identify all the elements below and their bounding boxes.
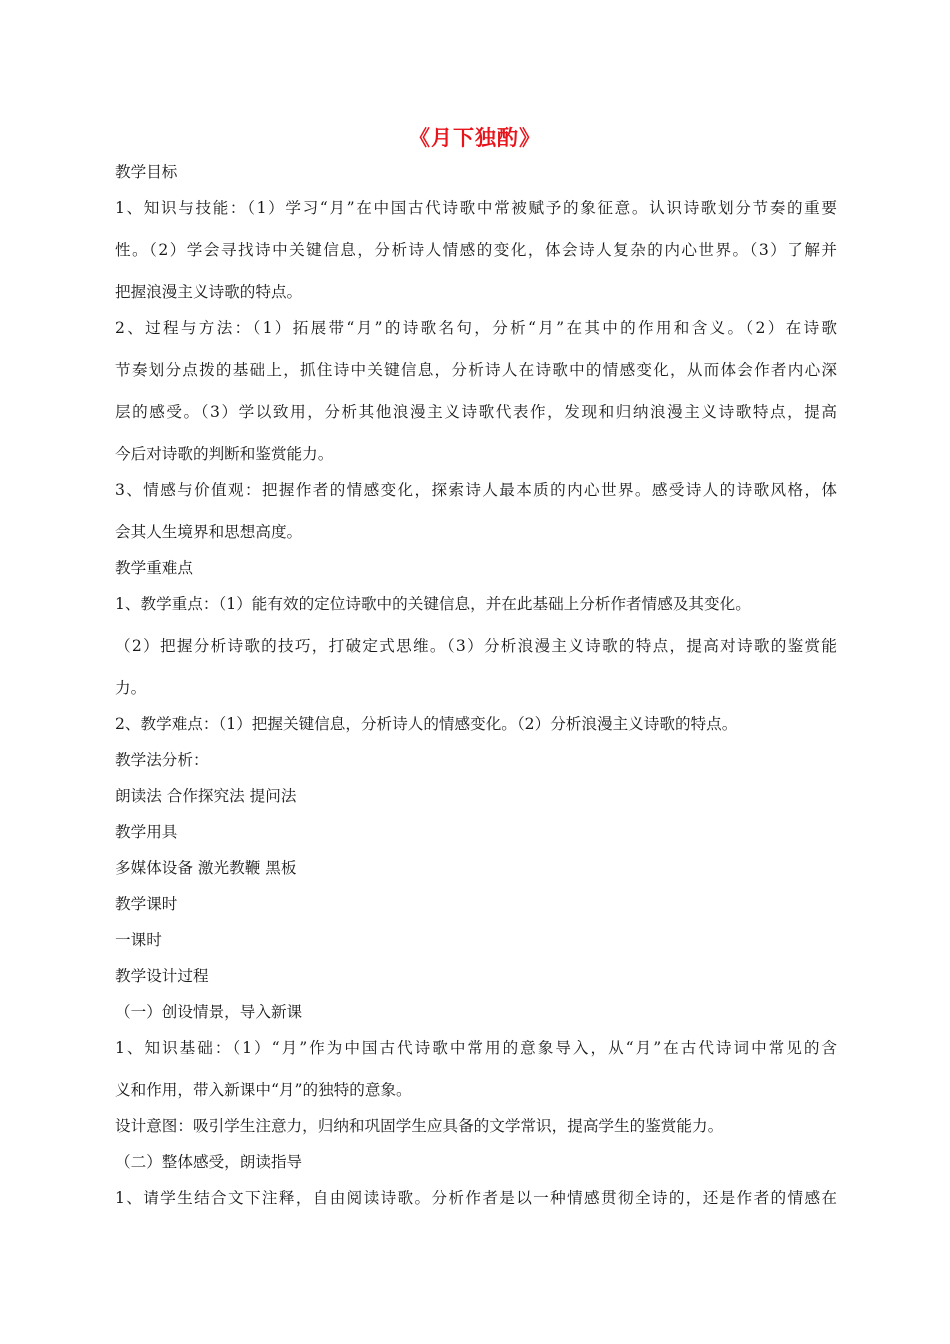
paragraph-line: 3、情感与价值观：把握作者的情感变化，探索诗人最本质的内心世界。感受诗人的诗歌风格，体	[115, 481, 837, 499]
paragraph-line: （2）把握分析诗歌的技巧，打破定式思维。（3）分析浪漫主义诗歌的特点，提高对诗歌的鉴赏能	[115, 637, 837, 655]
paragraph-line: 多媒体设备 激光教鞭 黑板	[115, 859, 297, 877]
paragraph-line: 会其人生境界和思想高度。	[115, 523, 303, 541]
section-heading: （二）整体感受，朗读指导	[115, 1153, 303, 1171]
paragraph-line: 一课时	[115, 931, 162, 949]
heading-key-difficulties: 教学重难点	[115, 559, 193, 577]
heading-teaching-tools: 教学用具	[115, 823, 178, 841]
paragraph-line: 1、知识基础：（1）“月”作为中国古代诗歌中常用的意象导入，从“月”在古代诗词中常见的含	[115, 1039, 837, 1057]
paragraph-line: 性。（2）学会寻找诗中关键信息，分析诗人情感的变化，体会诗人复杂的内心世界。（3）了解并	[115, 241, 837, 259]
paragraph-line: 义和作用，带入新课中“月”的独特的意象。	[115, 1081, 412, 1099]
paragraph-line: 力。	[115, 679, 147, 697]
paragraph-line: 1、知识与技能：（1）学习“月”在中国古代诗歌中常被赋予的象征意。认识诗歌划分节奏的重要	[115, 199, 837, 217]
document-title: 《月下独酌》	[409, 126, 541, 150]
paragraph-line: 1、教学重点：（1）能有效的定位诗歌中的关键信息，并在此基础上分析作者情感及其变化。	[115, 595, 751, 613]
paragraph-line: 把握浪漫主义诗歌的特点。	[115, 283, 303, 301]
paragraph-line: 层的感受。（3）学以致用，分析其他浪漫主义诗歌代表作，发现和归纳浪漫主义诗歌特点，提高	[115, 403, 837, 421]
paragraph-line: 朗读法 合作探究法 提问法	[115, 787, 297, 805]
heading-teaching-methods: 教学法分析：	[115, 751, 209, 769]
section-heading: （一）创设情景，导入新课	[115, 1003, 303, 1021]
paragraph-line: 2、过程与方法：（1）拓展带“月”的诗歌名句，分析“月”在其中的作用和含义。（2）在诗歌	[115, 319, 837, 337]
heading-class-hours: 教学课时	[115, 895, 178, 913]
paragraph-line: 今后对诗歌的判断和鉴赏能力。	[115, 445, 334, 463]
paragraph-line: 1、请学生结合文下注释，自由阅读诗歌。分析作者是以一种情感贯彻全诗的，还是作者的情感在	[115, 1189, 837, 1207]
paragraph-line: 2、教学难点：（1）把握关键信息，分析诗人的情感变化。（2）分析浪漫主义诗歌的特点。	[115, 715, 738, 733]
heading-design-process: 教学设计过程	[115, 967, 209, 985]
paragraph-line: 设计意图：吸引学生注意力，归纳和巩固学生应具备的文学常识，提高学生的鉴赏能力。	[115, 1117, 724, 1135]
heading-teaching-objectives: 教学目标	[115, 163, 178, 181]
paragraph-line: 节奏划分点拨的基础上，抓住诗中关键信息，分析诗人在诗歌中的情感变化，从而体会作者内心深	[115, 361, 837, 379]
